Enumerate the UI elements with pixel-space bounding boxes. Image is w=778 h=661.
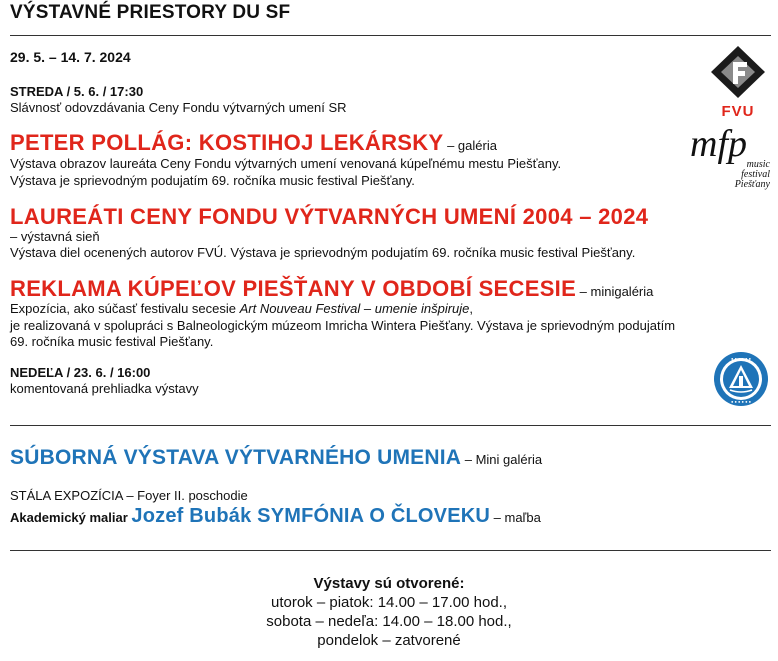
exhibit3-festival-name: Art Nouveau Festival – umenie inšpiruje: [239, 301, 470, 316]
exhibit2-type: – výstavná sieň: [10, 229, 100, 244]
event1-desc: Slávnosť odovzdávania Ceny Fondu výtvarných umení SR: [10, 100, 347, 115]
svg-text:● ● ● ● ● ●: ● ● ● ● ● ●: [730, 356, 752, 361]
page-title: VÝSTAVNÉ PRIESTORY DU SF: [10, 2, 291, 23]
hours-weekend: sobota – nedeľa: 14.00 – 18.00 hod.,: [266, 613, 512, 630]
exhibit3-line3: 69. ročníka music festival Piešťany.: [10, 334, 214, 349]
exhibit4-heading: [10, 446, 542, 470]
artist-prefix: Akademický maliar: [10, 510, 132, 525]
exhibit3-type: – minigaléria: [576, 284, 654, 299]
museum-seal-logo: [712, 350, 770, 408]
exhibit1-title: PETER POLLÁG: KOSTIHOJ LEKÁRSKY: [10, 130, 444, 155]
mfp-caption: [730, 160, 770, 190]
exhibit2-title: LAUREÁTI CENY FONDU VÝTVARNÝCH UMENÍ 2004 – 2024: [10, 204, 649, 229]
fvu-logo-mark: [707, 44, 769, 100]
exhibit1-line1: Výstava obrazov laureáta Ceny Fondu výtvarných umení venovaná kúpeľnému mestu Piešťany.: [10, 156, 562, 171]
bottom-divider: [10, 550, 771, 551]
exhibit3-heading: [10, 276, 653, 302]
fvu-text: FVU: [721, 103, 755, 120]
fvu-logo: [707, 44, 769, 120]
artist-title: Jozef Bubák SYMFÓNIA O ČLOVEKU: [131, 505, 491, 527]
mfp-mark: mfp: [690, 123, 747, 165]
opening-hours: [0, 574, 778, 650]
mfp-logo: [690, 124, 772, 194]
exhibit3-title: REKLAMA KÚPEĽOV PIEŠŤANY V OBDOBÍ SECESIE: [10, 276, 577, 301]
exhibit1-type: – galéria: [443, 138, 497, 153]
permanent-label: STÁLA EXPOZÍCIA – Foyer II. poschodie: [10, 488, 248, 503]
exhibit3-line1: [10, 300, 473, 317]
mfp-caption-1: music: [746, 159, 770, 170]
mfp-caption-2: festival: [741, 169, 770, 180]
mfp-caption-3: Piešťany: [734, 179, 770, 190]
exhibit3-line1-c: ,: [469, 301, 474, 316]
svg-text:● ● ● ● ● ●: ● ● ● ● ● ●: [730, 399, 752, 404]
event2-when: NEDEĽA / 23. 6. / 16:00: [10, 365, 151, 380]
artist-medium: – maľba: [490, 510, 541, 525]
event1-when: STREDA / 5. 6. / 17:30: [10, 84, 144, 99]
exhibit4-type: – Mini galéria: [461, 452, 543, 467]
date-range: 29. 5. – 14. 7. 2024: [10, 49, 131, 65]
exhibit1-heading: [10, 130, 497, 156]
exhibit1-line2: Výstava je sprievodným podujatím 69. ročníka music festival Piešťany.: [10, 173, 415, 188]
top-divider: [10, 35, 771, 36]
fvu-logo-text: [707, 103, 769, 120]
exhibit2-line1: Výstava diel ocenených autorov FVÚ. Výstava je sprievodným podujatím 69. ročníka music festival Piešťany.: [10, 245, 636, 260]
middle-divider: [10, 425, 771, 426]
hours-monday: pondelok – zatvorené: [317, 632, 461, 649]
museum-seal-icon: [712, 350, 770, 408]
exhibit4-title: SÚBORNÁ VÝSTAVA VÝTVARNÉHO UMENIA: [10, 446, 462, 469]
permanent-artist: [10, 505, 541, 528]
hours-heading: Výstavy sú otvorené:: [313, 575, 465, 592]
exhibit3-line2: je realizovaná v spolupráci s Balneologickým múzeom Imricha Wintera Piešťany. Výstava je sprievodným podujatím: [10, 318, 676, 333]
hours-weekdays: utorok – piatok: 14.00 – 17.00 hod.,: [270, 594, 507, 611]
exhibit3-line1-a: Expozícia, ako súčasť festivalu secesie: [10, 301, 240, 316]
event2-desc: komentovaná prehliadka výstavy: [10, 381, 199, 396]
